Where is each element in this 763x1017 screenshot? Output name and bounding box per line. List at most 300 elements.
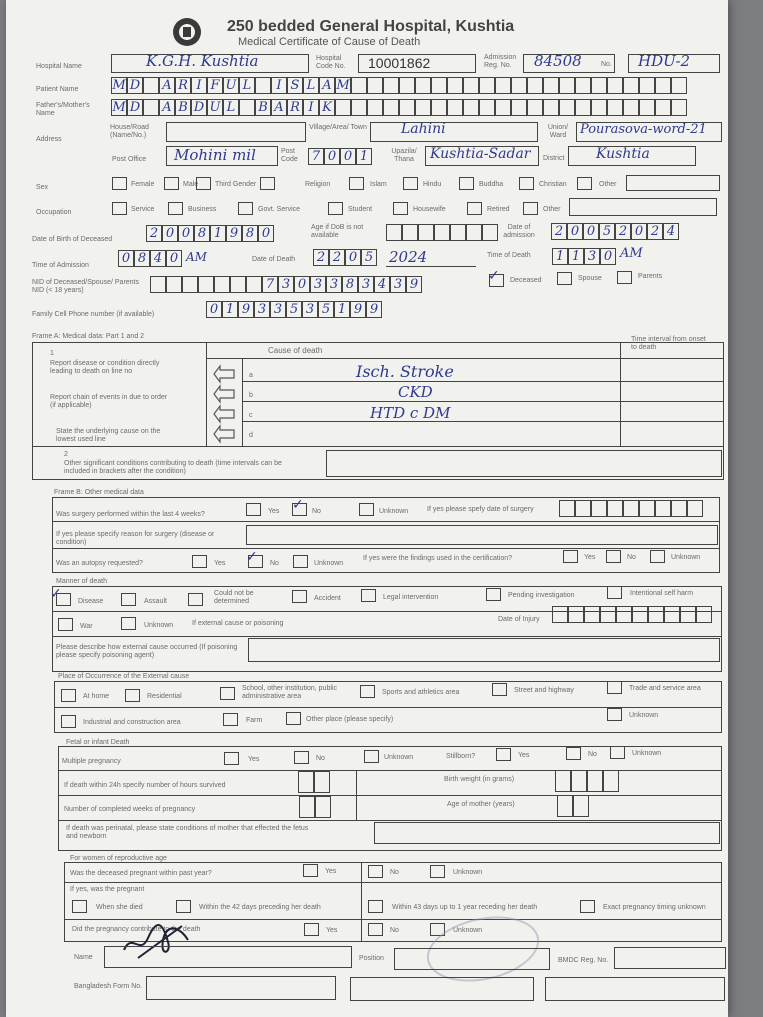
- mother-age-cells[interactable]: [557, 795, 589, 817]
- dob-label: Date of Birth of Deceased: [32, 236, 113, 243]
- patient-name-cells[interactable]: [111, 77, 687, 94]
- char-cell: [696, 606, 712, 623]
- village-field[interactable]: [370, 122, 538, 142]
- char-cell: [495, 99, 511, 116]
- findings-yes-label: Yes: [584, 554, 596, 561]
- within-1-year-checkbox[interactable]: [368, 900, 383, 913]
- death-ampm: AM: [620, 246, 643, 261]
- islam-label: Islam: [370, 181, 387, 188]
- spouse-label: Spouse: [578, 275, 602, 282]
- form-no-field[interactable]: [146, 976, 336, 1000]
- surgery-reason-field[interactable]: [246, 525, 718, 545]
- timing-unknown-label: Exact pregnancy timing unknown: [603, 904, 706, 911]
- char-cell: [648, 606, 664, 623]
- char-cell: 8: [194, 225, 210, 242]
- christian-label: Christian: [539, 181, 567, 188]
- char-cell: I: [303, 99, 319, 116]
- char-cell: R: [287, 99, 303, 116]
- stillborn-yes-checkbox[interactable]: [496, 748, 511, 761]
- service-checkbox[interactable]: [112, 202, 127, 215]
- assault-checkbox[interactable]: [121, 593, 136, 606]
- male-checkbox[interactable]: [164, 177, 179, 190]
- char-cell: [351, 99, 367, 116]
- upazila-value: Kushtia-Sadar: [430, 146, 531, 162]
- admission-time-label: Time of Admission: [32, 262, 89, 269]
- service-label: Service: [131, 206, 155, 213]
- multiple-no-label: No: [316, 755, 325, 762]
- when-died-label: When she died: [96, 904, 143, 911]
- char-cell: [600, 606, 616, 623]
- findings-yes-checkbox[interactable]: [563, 550, 578, 563]
- post-code-label: Post Code: [281, 148, 298, 163]
- char-cell: [182, 276, 198, 293]
- accident-checkbox[interactable]: [292, 590, 307, 603]
- contribute-question: Did the pregnancy contribute to the death: [72, 926, 201, 933]
- name-field[interactable]: [104, 946, 352, 968]
- contribute-yes-checkbox[interactable]: [304, 923, 319, 936]
- industrial-checkbox[interactable]: [61, 715, 76, 728]
- disease-label: Disease: [78, 598, 104, 605]
- hindu-checkbox[interactable]: [403, 177, 418, 190]
- char-cell: [386, 224, 402, 241]
- char-cell: [671, 500, 687, 517]
- findings-question: If yes were the findings used in the certification?: [363, 555, 513, 562]
- char-cell: [639, 500, 655, 517]
- undetermined-label: Could not be determined: [214, 590, 254, 605]
- char-cell: [591, 77, 607, 94]
- char-cell: [143, 77, 159, 94]
- autopsy-no-label: No: [270, 560, 279, 567]
- char-cell: [559, 99, 575, 116]
- char-cell: [687, 500, 703, 517]
- char-cell: [655, 99, 671, 116]
- sports-checkbox[interactable]: [360, 685, 375, 698]
- char-cell: D: [191, 99, 207, 116]
- farm-checkbox[interactable]: [223, 713, 238, 726]
- surgery-question: Was surgery performed within the last 4 weeks?: [56, 511, 205, 518]
- if-yes-pregnant-label: If yes, was the pregnant: [70, 886, 145, 893]
- char-cell: [239, 99, 255, 116]
- frame-a-part2-line: [32, 446, 724, 447]
- spouse-checkbox[interactable]: [557, 272, 572, 285]
- certificate-subtitle: Medical Certificate of Cause of Death: [238, 36, 421, 48]
- frame-a-row-line: [242, 381, 724, 382]
- char-cell: A: [159, 99, 175, 116]
- stillborn-unknown-label: Unknown: [632, 750, 662, 757]
- perinatal-field[interactable]: [374, 822, 720, 844]
- other-occupation-field[interactable]: [569, 198, 717, 216]
- injury-date-label: Date of Injury: [498, 616, 540, 623]
- father-name-cells[interactable]: [111, 99, 687, 116]
- autopsy-unknown-checkbox[interactable]: [293, 555, 308, 568]
- death-time-cells[interactable]: [552, 248, 616, 265]
- char-cell: 2: [615, 223, 631, 240]
- char-cell: 0: [583, 223, 599, 240]
- char-cell: [415, 77, 431, 94]
- third-gender-checkbox[interactable]: [196, 177, 211, 190]
- char-cell: 9: [366, 301, 382, 318]
- char-cell: [527, 99, 543, 116]
- char-cell: [639, 77, 655, 94]
- father-name-label: Father's/Mother's Name: [36, 102, 90, 117]
- women-title: For women of reproductive age: [70, 855, 167, 862]
- stillborn-yes-label: Yes: [518, 752, 530, 759]
- undetermined-checkbox[interactable]: [188, 593, 203, 606]
- char-cell: [399, 99, 415, 116]
- cause-c-value[interactable]: HTD c DM: [370, 404, 451, 422]
- char-cell: [571, 770, 587, 792]
- injury-date-cells[interactable]: [552, 606, 712, 623]
- birth-weight-cells[interactable]: [555, 770, 619, 792]
- death-date-label: Date of Death: [252, 256, 296, 263]
- autopsy-unknown-label: Unknown: [314, 560, 344, 567]
- retired-label: Retired: [487, 206, 510, 213]
- char-cell: D: [127, 99, 143, 116]
- char-cell: [246, 276, 262, 293]
- timing-unknown-checkbox[interactable]: [580, 900, 595, 913]
- findings-no-checkbox[interactable]: [606, 550, 621, 563]
- when-died-checkbox[interactable]: [72, 900, 87, 913]
- frame-a-row-line: [242, 401, 724, 402]
- weeks-pregnancy-cells[interactable]: [299, 796, 331, 818]
- islam-checkbox[interactable]: [349, 177, 364, 190]
- hospital-code-label: Hospital Code No.: [316, 55, 346, 70]
- female-checkbox[interactable]: [112, 177, 127, 190]
- surgery-unknown-checkbox[interactable]: [359, 503, 374, 516]
- char-cell: [314, 771, 330, 793]
- char-cell: [584, 606, 600, 623]
- findings-unknown-checkbox[interactable]: [650, 550, 665, 563]
- pregnant-unknown-label: Unknown: [453, 869, 483, 876]
- multiple-unknown-label: Unknown: [384, 754, 414, 761]
- nid-label: NID of Deceased/Spouse/ Parents NID (< 18 years): [32, 279, 140, 294]
- student-checkbox[interactable]: [328, 202, 343, 215]
- char-cell: 4: [663, 223, 679, 240]
- external-describe-label: Please describe how external cause occurred (If poisoning please specify poisoning agent): [56, 644, 238, 659]
- char-cell: [623, 99, 639, 116]
- char-cell: [367, 99, 383, 116]
- post-office-value: Mohini mil: [174, 146, 256, 164]
- char-cell: 3: [302, 301, 318, 318]
- char-cell: 2: [146, 225, 162, 242]
- cause-b-value[interactable]: CKD: [398, 383, 433, 401]
- fetal-title: Fetal or infant Death: [66, 739, 130, 746]
- post-office-label: Post Office: [112, 156, 147, 163]
- char-cell: [463, 99, 479, 116]
- char-cell: 1: [552, 248, 568, 265]
- self-harm-checkbox[interactable]: [607, 586, 622, 599]
- name-label: Name: [74, 954, 93, 961]
- char-cell: 8: [242, 225, 258, 242]
- char-cell: U: [207, 99, 223, 116]
- char-cell: I: [191, 77, 207, 94]
- war-label: War: [80, 623, 93, 630]
- char-cell: [447, 99, 463, 116]
- place-unknown-checkbox[interactable]: [607, 708, 622, 721]
- buddha-checkbox[interactable]: [459, 177, 474, 190]
- school-label: School, other institution, public administrative area: [242, 685, 337, 700]
- multiple-yes-checkbox[interactable]: [224, 752, 239, 765]
- char-cell: [671, 99, 687, 116]
- bmdc-field[interactable]: [614, 947, 726, 969]
- death-time-label: Time of Death: [487, 252, 531, 259]
- school-checkbox[interactable]: [220, 687, 235, 700]
- multiple-unknown-checkbox[interactable]: [364, 750, 379, 763]
- admission-date-cells[interactable]: [551, 223, 679, 240]
- char-cell: [639, 99, 655, 116]
- char-cell: [575, 77, 591, 94]
- patient-name-label: Patient Name: [36, 86, 79, 93]
- admission-ampm: AM: [186, 250, 207, 264]
- char-cell: 3: [390, 276, 406, 293]
- stillborn-no-label: No: [588, 751, 597, 758]
- other-religion-checkbox[interactable]: [577, 177, 592, 190]
- third-gender-label: Third Gender: [215, 181, 257, 188]
- char-cell: 3: [358, 276, 374, 293]
- other-place-checkbox[interactable]: [286, 712, 301, 725]
- report-direct-label: Report disease or condition directly leading to death on line no: [50, 360, 160, 375]
- accident-label: Accident: [314, 595, 341, 602]
- residential-checkbox[interactable]: [125, 689, 140, 702]
- autopsy-yes-label: Yes: [214, 560, 226, 567]
- char-cell: [431, 77, 447, 94]
- business-checkbox[interactable]: [168, 202, 183, 215]
- surgery-no-label: No: [312, 508, 321, 515]
- retired-checkbox[interactable]: [467, 202, 482, 215]
- char-cell: 5: [361, 249, 377, 266]
- upazila-label: Upazila/ Thana: [391, 148, 417, 163]
- line-letter-b: b: [249, 392, 253, 399]
- char-cell: [399, 77, 415, 94]
- village-value: Lahini: [401, 121, 446, 137]
- char-cell: [299, 796, 315, 818]
- legal-intervention-checkbox[interactable]: [361, 589, 376, 602]
- char-cell: A: [319, 77, 335, 94]
- char-cell: [415, 99, 431, 116]
- char-cell: [655, 77, 671, 94]
- char-cell: [559, 500, 575, 517]
- parents-checkbox[interactable]: [617, 271, 632, 284]
- at-home-checkbox[interactable]: [61, 689, 76, 702]
- char-cell: 4: [374, 276, 390, 293]
- char-cell: [543, 77, 559, 94]
- part1-number: 1: [50, 350, 54, 357]
- contribute-unknown-label: Unknown: [453, 927, 483, 934]
- char-cell: [367, 77, 383, 94]
- place-title: Place of Occurrence of the External cause: [58, 673, 190, 680]
- char-cell: 0: [600, 248, 616, 265]
- manner-unknown-checkbox[interactable]: [121, 617, 136, 630]
- char-cell: 9: [350, 301, 366, 318]
- surgery-date-cells[interactable]: [559, 500, 703, 517]
- admission-time-cells[interactable]: [118, 250, 182, 267]
- hours-survived-cells[interactable]: [298, 771, 330, 793]
- within-42-label: Within the 42 days preceding her death: [199, 904, 321, 911]
- char-cell: [573, 795, 589, 817]
- christian-checkbox[interactable]: [519, 177, 534, 190]
- pregnant-no-label: No: [390, 869, 399, 876]
- frame-b-row: [52, 521, 720, 522]
- char-cell: 0: [118, 250, 134, 267]
- pregnant-unknown-checkbox[interactable]: [430, 865, 445, 878]
- char-cell: 5: [318, 301, 334, 318]
- pregnant-yes-checkbox[interactable]: [303, 864, 318, 877]
- char-cell: [150, 276, 166, 293]
- char-cell: 2: [551, 223, 567, 240]
- surgery-reason-label: If yes please specify reason for surgery (disease or condition): [56, 531, 215, 546]
- other-religion-label: Other: [599, 181, 617, 188]
- char-cell: [616, 606, 632, 623]
- form-no-field-2[interactable]: [350, 977, 534, 1001]
- other-occupation-label: Other: [543, 206, 561, 213]
- char-cell: [418, 224, 434, 241]
- char-cell: 3: [584, 248, 600, 265]
- manner-unknown-label: Unknown: [144, 622, 174, 629]
- char-cell: [607, 500, 623, 517]
- stillborn-label: Stillborn?: [446, 753, 476, 760]
- admission-reg-label: Admission Reg. No.: [484, 54, 517, 69]
- frame-a-row-line: [242, 421, 724, 422]
- external-describe-field[interactable]: [248, 638, 720, 662]
- char-cell: U: [223, 77, 239, 94]
- farm-label: Farm: [246, 717, 263, 724]
- char-cell: [591, 500, 607, 517]
- char-cell: 0: [294, 276, 310, 293]
- char-cell: L: [223, 99, 239, 116]
- char-cell: 3: [326, 276, 342, 293]
- business-label: Business: [188, 206, 217, 213]
- char-cell: [568, 606, 584, 623]
- form-no-label: Bangladesh Form No.: [74, 983, 143, 990]
- surgery-yes-checkbox[interactable]: [246, 503, 261, 516]
- bmdc-label: BMDC Reg. No.: [558, 957, 609, 964]
- pending-investigation-label: Pending investigation: [508, 592, 575, 599]
- pending-investigation-checkbox[interactable]: [486, 588, 501, 601]
- housewife-checkbox[interactable]: [393, 202, 408, 215]
- surgery-unknown-label: Unknown: [379, 508, 409, 515]
- line-letter-d: d: [249, 432, 253, 439]
- other-religion-field[interactable]: [626, 175, 720, 191]
- char-cell: 7: [308, 148, 324, 165]
- char-cell: 1: [568, 248, 584, 265]
- char-cell: [402, 224, 418, 241]
- phone-cells[interactable]: [206, 301, 382, 318]
- village-label: Village/Area/ Town: [309, 124, 367, 131]
- char-cell: 9: [226, 225, 242, 242]
- contribute-no-checkbox[interactable]: [368, 923, 383, 936]
- post-code-cells[interactable]: [308, 148, 372, 165]
- death-year-line: [386, 266, 476, 267]
- position-field[interactable]: [394, 948, 550, 970]
- char-cell: [166, 276, 182, 293]
- char-cell: [298, 771, 314, 793]
- char-cell: 8: [134, 250, 150, 267]
- contribute-yes-label: Yes: [326, 927, 338, 934]
- house-road-field[interactable]: [166, 122, 306, 142]
- frame-a-title: Frame A: Medical data: Part 1 and 2: [32, 333, 145, 340]
- house-road-label: House/Road (Name/No.): [110, 124, 149, 139]
- street-checkbox[interactable]: [492, 683, 507, 696]
- char-cell: 0: [166, 250, 182, 267]
- trade-checkbox[interactable]: [607, 681, 622, 694]
- multiple-no-checkbox[interactable]: [294, 751, 309, 764]
- third-gender-box-2[interactable]: [260, 177, 275, 190]
- char-cell: 8: [342, 276, 358, 293]
- nid-cells[interactable]: [150, 276, 422, 293]
- char-cell: B: [255, 99, 271, 116]
- char-cell: [230, 276, 246, 293]
- self-harm-label: Intentional self harm: [630, 590, 694, 597]
- char-cell: A: [159, 77, 175, 94]
- pregnant-no-checkbox[interactable]: [368, 865, 383, 878]
- multiple-pregnancy-label: Multiple pregnancy: [62, 758, 121, 765]
- age-cells[interactable]: [386, 224, 498, 241]
- char-cell: [587, 770, 603, 792]
- other-place-label: Other place (please specify): [306, 716, 394, 723]
- death-date-cells[interactable]: [313, 249, 377, 266]
- hospital-title: 250 bedded General Hospital, Kushtia: [227, 18, 515, 35]
- union-value: Pourasova-word-21: [580, 122, 707, 137]
- cause-col-header: Cause of death: [268, 346, 323, 355]
- char-cell: 1: [356, 148, 372, 165]
- char-cell: [559, 77, 575, 94]
- autopsy-question: Was an autopsy requested?: [56, 560, 143, 567]
- char-cell: 3: [254, 301, 270, 318]
- char-cell: [351, 77, 367, 94]
- char-cell: D: [127, 77, 143, 94]
- char-cell: 3: [270, 301, 286, 318]
- char-cell: R: [175, 77, 191, 94]
- char-cell: [591, 99, 607, 116]
- govt-service-checkbox[interactable]: [238, 202, 253, 215]
- char-cell: [575, 99, 591, 116]
- war-checkbox[interactable]: [58, 618, 73, 631]
- certificate-paper: [6, 0, 728, 1017]
- other-occupation-checkbox[interactable]: [523, 202, 538, 215]
- district-value: Kushtia: [596, 146, 650, 162]
- interval-col-header: Time interval from onset to death: [631, 336, 706, 351]
- findings-unknown-label: Unknown: [671, 554, 701, 561]
- govt-service-label: Govt. Service: [258, 206, 301, 213]
- other-conditions-field[interactable]: [326, 450, 722, 477]
- dob-cells[interactable]: [146, 225, 274, 242]
- char-cell: [552, 606, 568, 623]
- residential-label: Residential: [147, 693, 182, 700]
- stillborn-no-checkbox[interactable]: [566, 747, 581, 760]
- address-label: Address: [36, 136, 62, 143]
- fetal-row: [58, 795, 722, 796]
- char-cell: [434, 224, 450, 241]
- stillborn-unknown-checkbox[interactable]: [610, 746, 625, 759]
- women-row: [64, 882, 722, 883]
- form-no-field-3[interactable]: [545, 977, 725, 1001]
- manner-title: Manner of death: [56, 578, 107, 585]
- autopsy-no-checkmark: ✓: [246, 549, 258, 565]
- char-cell: [511, 77, 527, 94]
- char-cell: [671, 77, 687, 94]
- char-cell: L: [303, 77, 319, 94]
- frame-b-row: [52, 548, 720, 549]
- char-cell: F: [207, 77, 223, 94]
- cause-a-value[interactable]: Isch. Stroke: [356, 362, 454, 381]
- line-letter-c: c: [249, 412, 253, 419]
- autopsy-yes-checkbox[interactable]: [192, 555, 207, 568]
- hindu-label: Hindu: [423, 181, 442, 188]
- char-cell: [450, 224, 466, 241]
- phone-label: Family Cell Phone number (if available): [32, 311, 155, 318]
- char-cell: [557, 795, 573, 817]
- admission-date-label: Date of admission: [503, 224, 535, 239]
